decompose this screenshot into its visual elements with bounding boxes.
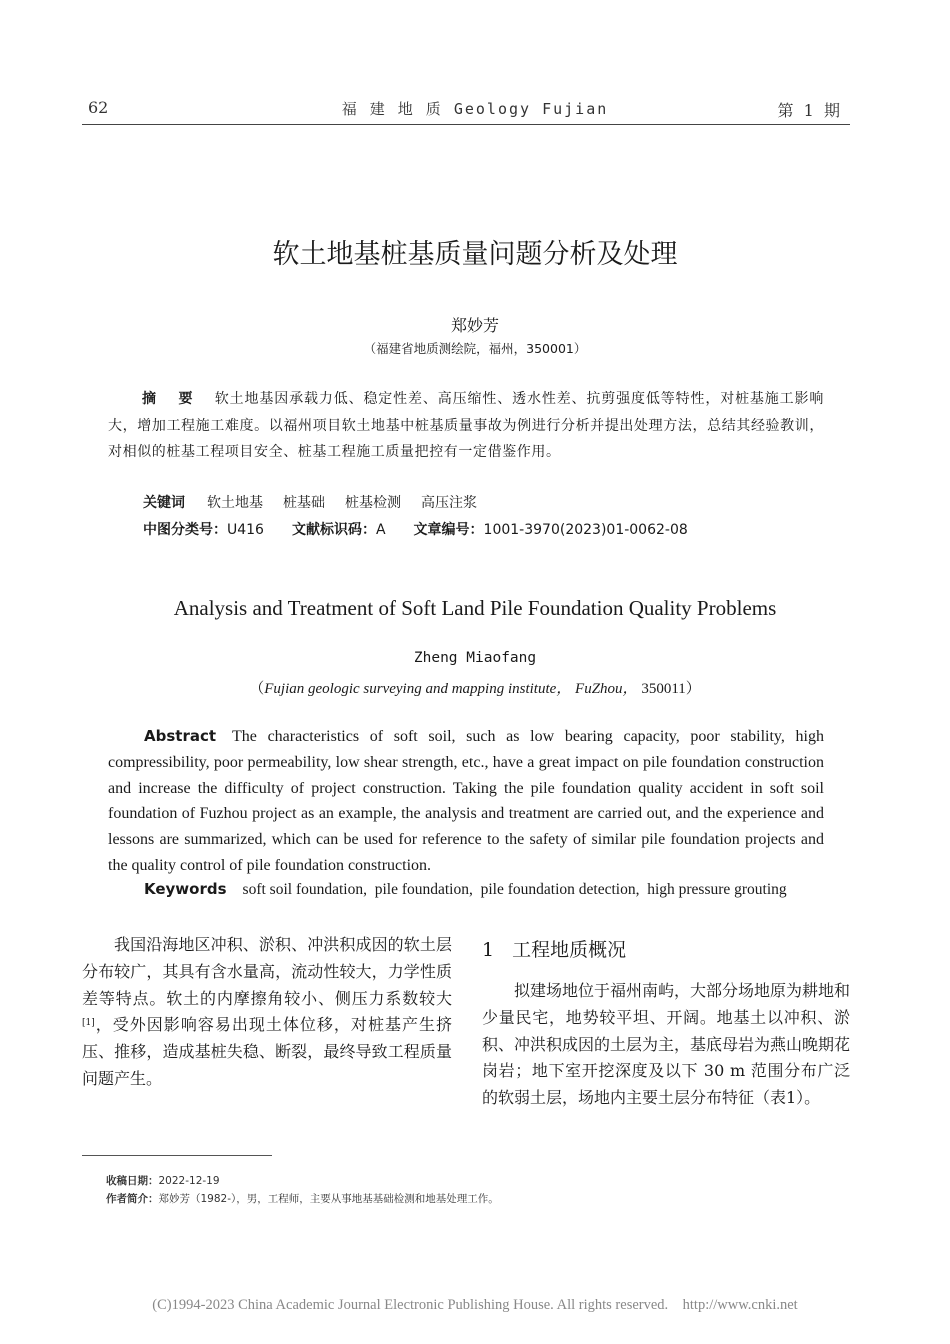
issue-label: 第 1 期: [777, 101, 840, 120]
doc-code-value: A: [375, 522, 386, 538]
keyword-cn: 高压注浆: [421, 495, 477, 511]
keywords-en-label: Keywords: [144, 880, 227, 898]
affiliation-en-code: 350011）: [637, 681, 701, 697]
classification-line: [143, 519, 688, 539]
affiliation-en-name: Fujian geologic surveying and mapping institute， FuZhou，: [264, 681, 638, 697]
copyright-line: (C)1994-2023 China Academic Journal Electronic Publishing House. All rights reserved. http://www.cnki.net: [152, 1297, 798, 1313]
intro-paragraph: [82, 932, 452, 1093]
reference-marker: [1]: [82, 1018, 95, 1029]
section-title: 工程地质概况: [512, 939, 627, 961]
keywords-en-text: soft soil foundation, pile foundation, pile foundation detection, high pressure grouting: [242, 881, 787, 898]
intro-text-continued: ，受外因影响容易出现土体位移，对桩基产生挤压、推移，造成基桩失稳、断裂，最终导致工程质量问题产生。: [82, 1015, 452, 1088]
paper-title: 软土地基桩基质量问题分析及处理: [272, 239, 678, 270]
doc-code-label: 文献标识码：: [291, 522, 376, 538]
keywords-cn-label: 关键词: [143, 495, 185, 511]
header-rule: [82, 124, 850, 125]
author-bio-value: 郑妙芳（1982-），男，工程师，主要从事地基基础检测和地基处理工作。: [158, 1193, 499, 1205]
author-name-en: Zheng Miaofang: [413, 650, 537, 666]
keywords-en: [144, 880, 787, 899]
page-number: 62: [88, 98, 109, 117]
received-label: 收稿日期：: [106, 1175, 159, 1187]
abstract-en-text: The characteristics of soft soil, such as low bearing capacity, poor stability, high compressibility, poor permeability, low shear strength, etc., have a great impact on pile foundation construction and increase the difficulty of project construction. Taking the pile foundation quality accident in soft soil foundation of Fuzhou project as an example, the analysis and treatment are carried out, and the experience and lessons are summarized, which can be used for reference to the safety of similar pile foundation projects and the quality control of pile foundation construction.: [108, 728, 824, 874]
abstract-cn-text: 软土地基因承载力低、稳定性差、高压缩性、透水性差、抗剪强度低等特性，对桩基施工影响大，增加工程施工难度。以福州项目软土地基中桩基质量事故为例进行分析并提出处理方法，总结其经验教训，对相似的桩基工程项目安全、桩基工程施工质量把控有一定借鉴作用。: [108, 391, 824, 460]
keyword-cn: 软土地基: [207, 495, 263, 511]
section-paragraph: 拟建场地位于福州南屿，大部分场地原为耕地和少量民宅，地势较平坦、开阔。地基土以冲积、淤积、冲洪积成因的土层为主，基底母岩为燕山晚期花岗岩；地下室开挖深度及以下 30 m 范围分布广泛的软弱土层，场地内主要土层分布特征（表1）。: [482, 981, 851, 1108]
author-bio-label: 作者简介：: [106, 1193, 159, 1205]
clc-value: U416: [227, 522, 264, 538]
intro-text: 我国沿海地区冲积、淤积、冲洪积成因的软土层分布较广，其具有含水量高，流动性较大，力学性质差等特点。软土的内摩擦角较小、侧压力系数较大: [82, 935, 452, 1008]
abstract-en-label: Abstract: [144, 727, 217, 745]
keywords-cn: [143, 492, 477, 512]
affiliation: （福建省地质测绘院，福州，350001）: [363, 341, 587, 356]
keyword-cn: 桩基础: [283, 495, 325, 511]
section-number: 1: [482, 939, 495, 961]
paper-title-en: Analysis and Treatment of Soft Land Pile Foundation Quality Problems: [173, 596, 777, 620]
article-no-label: 文章编号：: [413, 522, 484, 538]
article-no-value: 1001-3970(2023)01-0062-08: [483, 522, 688, 538]
journal-name: 福 建 地 质 Geology Fujian: [341, 100, 609, 118]
affiliation-en: [0, 677, 950, 698]
abstract-en: [108, 724, 824, 879]
received-value: 2022-12-19: [158, 1175, 220, 1187]
abstract-cn: [108, 386, 824, 466]
author-bio: [106, 1191, 499, 1206]
abstract-cn-label: 摘 要: [142, 391, 197, 407]
section-heading: [482, 935, 626, 962]
received-date: [106, 1173, 220, 1188]
keyword-cn: 桩基检测: [345, 495, 401, 511]
footnote-rule: [82, 1155, 272, 1156]
clc-label: 中图分类号：: [143, 522, 227, 538]
author-name: 郑妙芳: [450, 316, 499, 335]
affiliation-en-open: （: [249, 681, 265, 697]
